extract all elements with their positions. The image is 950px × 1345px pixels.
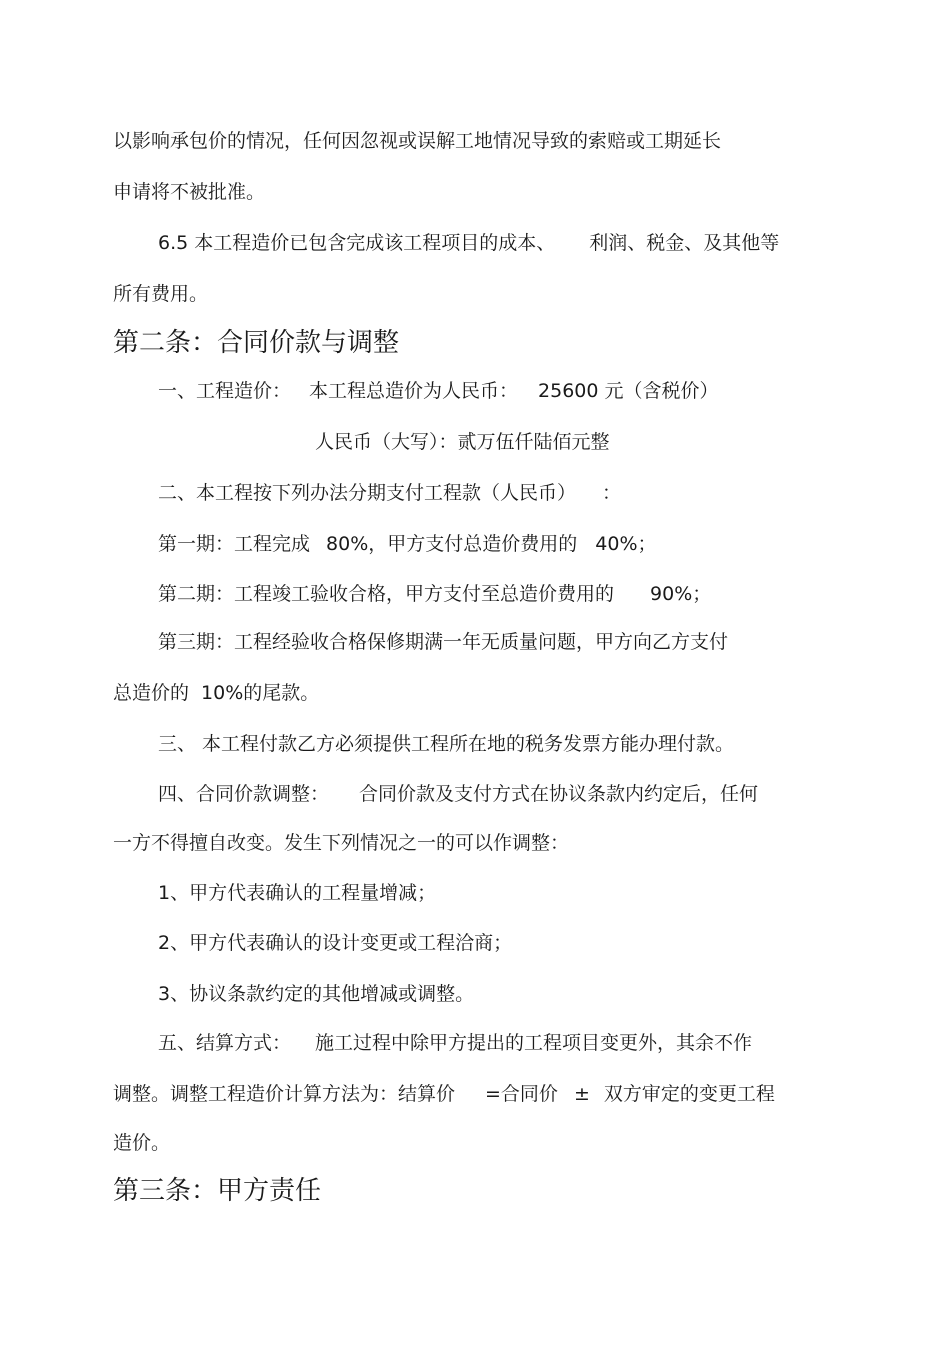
phase-2-text-a: 第二期：工程竣工验收合格，甲方支付至总造价费用的 [158, 583, 615, 605]
clause-6-5-line-2: 所有费用。 [113, 283, 209, 305]
clause-6-5-text-b: 利润、税金、及其他等 [589, 232, 780, 254]
item-4-label: 四、合同价款调整： [158, 783, 330, 805]
item-1-label: 一、工程造价： [158, 380, 292, 402]
article-3-heading: 第三条：甲方责任 [113, 1176, 322, 1206]
intro-line-1: 以影响承包价的情况，任何因忽视或误解工地情况导致的索赔或工期延长 [113, 130, 722, 152]
item-4-line-2: 一方不得擅自改变。发生下列情况之一的可以作调整： [113, 832, 570, 854]
phase-3-text-c: 的尾款。 [243, 682, 320, 704]
phase-3-line-2 [113, 680, 319, 706]
item-5-text-d: 双方审定的变更工程 [603, 1083, 775, 1105]
sub-item-3: 3、协议条款约定的其他增减或调整。 [158, 983, 475, 1005]
item-4-line-1 [158, 781, 758, 807]
phase-1-percent-a: 80% [326, 533, 369, 555]
article-2-heading: 第二条：合同价款与调整 [113, 328, 400, 358]
clause-6-5-text-a: 6.5 本工程造价已包含完成该工程项目的成本、 [158, 232, 556, 254]
item-5-formula-a: =合同价 [485, 1083, 558, 1105]
item-2-line [158, 480, 621, 506]
item-1-capital-amount: 人民币（大写）：贰万伍仟陆佰元整 [315, 431, 610, 453]
item-1-amount: 25600 元（含税价） [538, 380, 719, 402]
phase-1-percent-b: 40% [595, 533, 638, 555]
phase-1-text-e: ； [637, 533, 657, 555]
item-5-line-1 [158, 1030, 752, 1056]
item-5-line-2 [113, 1081, 775, 1107]
phase-3-line-1: 第三期：工程经验收合格保修期满一年无质量问题，甲方向乙方支付 [158, 631, 729, 653]
phase-3-text-a: 总造价的 [113, 682, 190, 704]
clause-6-5-line-1 [158, 230, 779, 256]
item-5-label: 五、结算方式： [158, 1032, 292, 1054]
phase-2-text-c: ； [692, 583, 712, 605]
phase-1-text-c: ，甲方支付总造价费用的 [368, 533, 578, 555]
sub-item-2: 2、甲方代表确认的设计变更或工程洽商； [158, 932, 513, 954]
item-5-line-3: 造价。 [113, 1132, 171, 1154]
item-5-text: 施工过程中除甲方提出的工程项目变更外，其余不作 [315, 1032, 753, 1054]
item-5-text-a: 调整。调整工程造价计算方法为：结算价 [113, 1083, 456, 1105]
phase-2-line [158, 581, 711, 607]
item-1-line [158, 378, 719, 404]
item-4-text: 合同价款及支付方式在协议条款内约定后，任何 [359, 783, 759, 805]
item-1-text: 本工程总造价为人民币： [309, 380, 519, 402]
item-2-colon: ： [602, 482, 622, 504]
item-2-text: 二、本工程按下列办法分期支付工程款（人民币） [158, 482, 577, 504]
item-5-plus-minus: ± [573, 1083, 590, 1105]
phase-1-text-a: 第一期：工程完成 [158, 533, 311, 555]
item-3-line: 三、 本工程付款乙方必须提供工程所在地的税务发票方能办理付款。 [158, 733, 735, 755]
phase-1-line [158, 531, 657, 557]
phase-2-percent: 90% [650, 583, 693, 605]
sub-item-1: 1、甲方代表确认的工程量增减； [158, 882, 437, 904]
intro-line-2: 申请将不被批准。 [113, 181, 266, 203]
phase-3-percent: 10% [201, 682, 244, 704]
